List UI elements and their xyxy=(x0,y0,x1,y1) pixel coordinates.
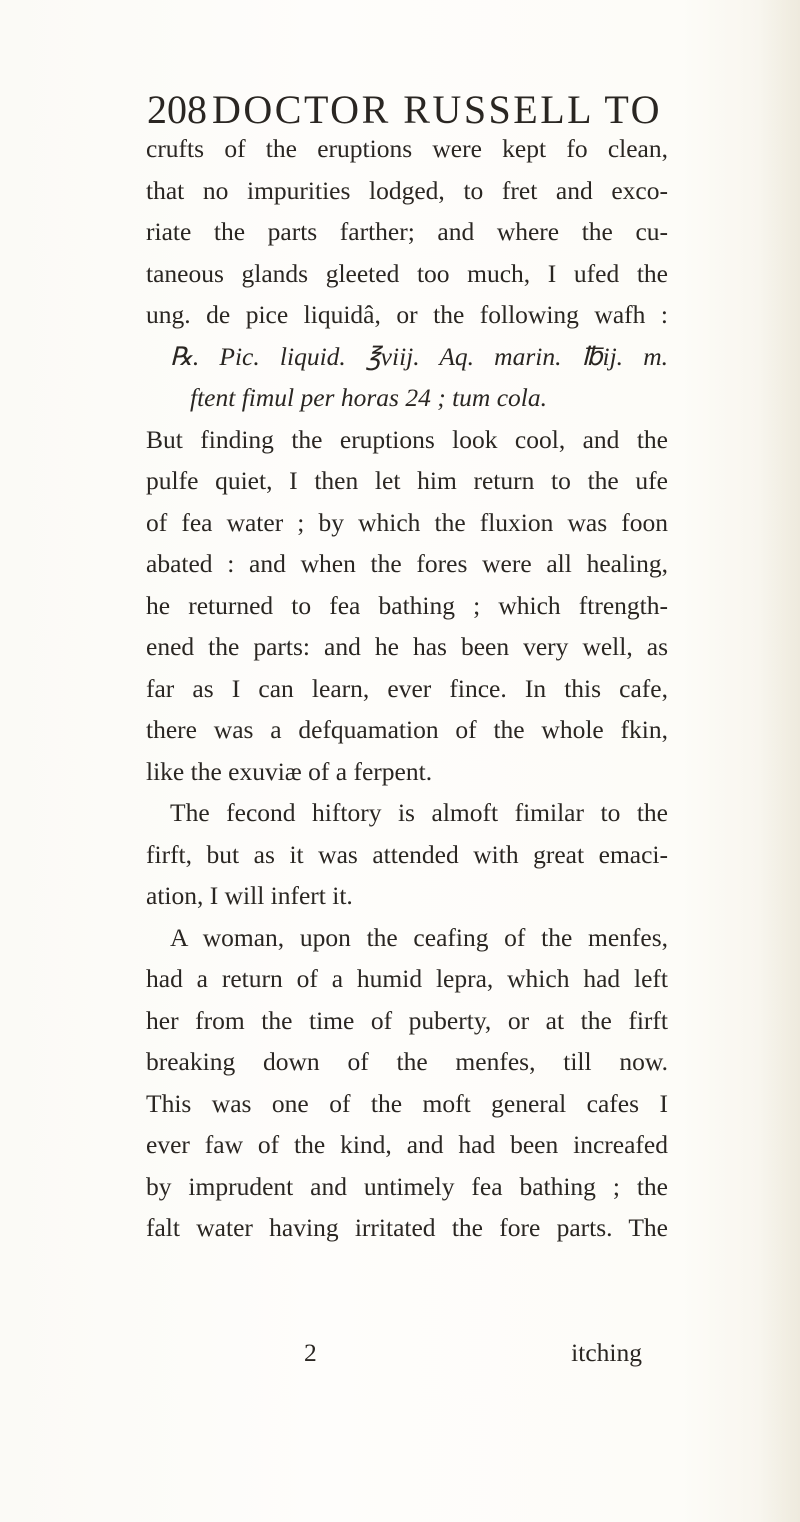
text-line: her from the time of puberty, or at the firft xyxy=(146,1005,668,1035)
text-line: by imprudent and untimely fea bathing ; the xyxy=(146,1171,668,1201)
running-title: DOCTOR RUSSELL TO xyxy=(212,87,662,132)
text-line: The fecond hiftory is almoft fimilar to the xyxy=(170,798,668,827)
text-line: that no impurities lodged, to fret and exco- xyxy=(146,175,668,205)
text-line: of fea water ; by which the fluxion was foon xyxy=(146,507,668,537)
text-line: ened the parts: and he has been very well, as xyxy=(146,632,668,661)
recipe-line: ftent fimul per horas 24 ; tum cola. xyxy=(190,383,547,412)
text-line: A woman, upon the ceafing of the menfes, xyxy=(170,922,668,952)
text-line: ung. de pice liquidâ, or the following wafh : xyxy=(146,300,668,329)
recipe-line: ℞. Pic. liquid. ℥viij. Aq. marin. ℔ij. m. xyxy=(170,341,668,371)
text-line: pulfe quiet, I then let him return to the ufe xyxy=(146,466,668,495)
body-text xyxy=(146,128,668,1249)
text-line: he returned to fea bathing ; which ftrength- xyxy=(146,590,668,620)
text-line: there was a defquamation of the whole fkin, xyxy=(146,715,668,744)
text-line: breaking down of the menfes, till now. xyxy=(146,1047,668,1076)
catchword: itching xyxy=(571,1338,642,1367)
text-line: falt water having irritated the fore parts. The xyxy=(146,1213,668,1242)
page-footer xyxy=(146,1333,668,1373)
text-line: had a return of a humid lepra, which had left xyxy=(146,964,668,993)
text-line: abated : and when the fores were all healing, xyxy=(146,549,668,578)
text-line: firft, but as it was attended with great emaci- xyxy=(146,839,668,869)
text-line: ever faw of the kind, and had been increafed xyxy=(146,1130,668,1159)
text-line: taneous glands gleeted too much, I ufed the xyxy=(146,258,668,288)
text-line: ation, I will infert it. xyxy=(146,881,353,910)
text-line: riate the parts farther; and where the cu- xyxy=(146,217,668,246)
text-line: But finding the eruptions look cool, and the xyxy=(146,424,668,454)
text-line: like the exuviæ of a ferpent. xyxy=(146,756,433,786)
running-header xyxy=(147,86,662,134)
page-number: 208 xyxy=(147,87,207,132)
text-line: crufts of the eruptions were kept fo clean, xyxy=(146,134,668,163)
text-line: far as I can learn, ever fince. In this cafe, xyxy=(146,673,668,703)
text-line: This was one of the moft general cafes I xyxy=(146,1088,668,1118)
signature-mark: 2 xyxy=(304,1338,317,1367)
